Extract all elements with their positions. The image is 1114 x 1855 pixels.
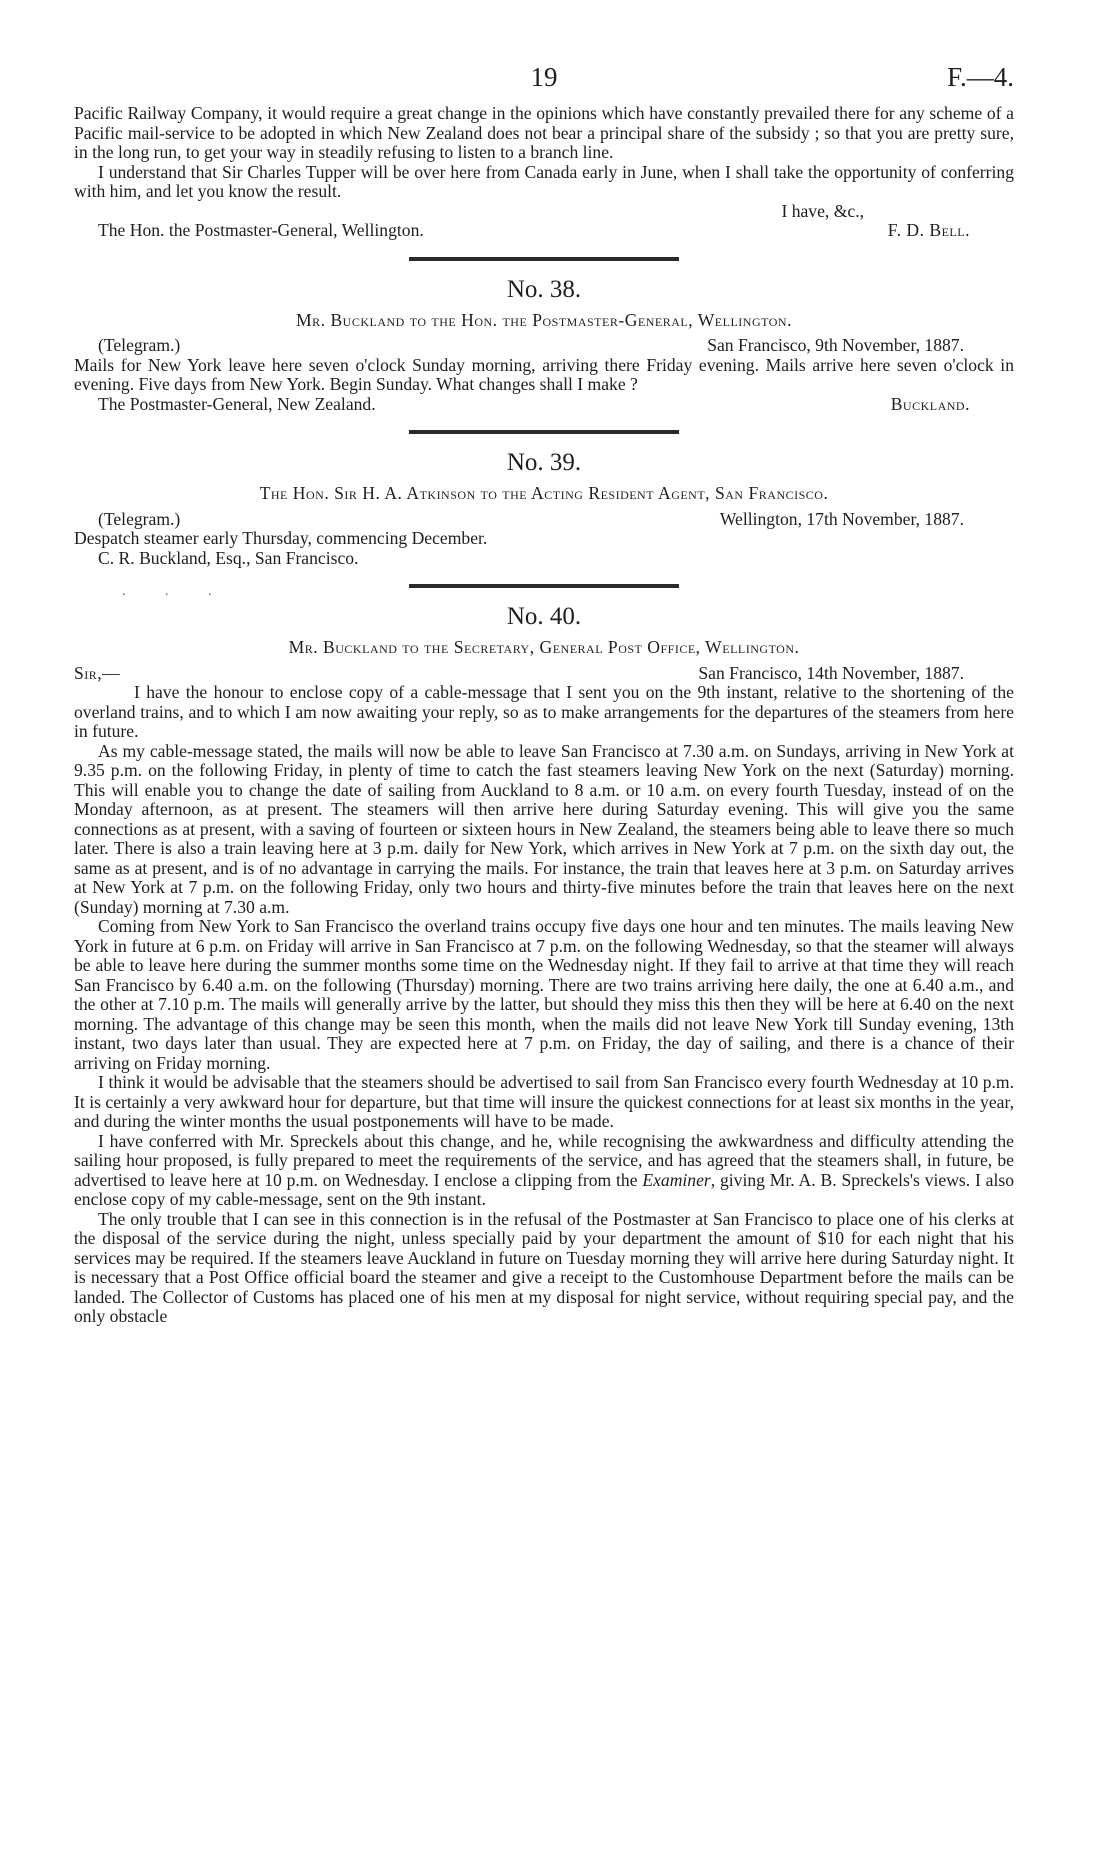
page-number: 19 (530, 62, 558, 92)
dateline: San Francisco, 14th November, 1887. (698, 662, 964, 683)
paragraph: Coming from New York to San Francisco the overland trains occupy five days one hour and ten minutes. The mails leaving New York in future at 6 p.m. on Friday will arrive in San Francisco at 7 p.m. on the following Wednesday, so that the steamer will always be able to leave here during the summer months some time on the Wednesday night. If they fail to arrive at that time they will reach San Francisco by 6.40 a.m. on the following (Thursday) morning. There are two trains arriving here daily, the one at 6.40 a.m., and the other at 7.10 p.m. The mails will generally arrive by the latter, but should they miss this then they will be here at 6.40 on the next morning. The advantage of this change may be seen this month, when the mails did not leave New York till Sunday evening, 13th instant, two days later than usual. They are expected here at 7 p.m. on Friday, the day of sailing, and there is a chance of their arriving on Friday morning. (74, 916, 1014, 1073)
salutation: Sir,— (74, 662, 121, 683)
section-divider (409, 257, 679, 261)
letter-no-39 (74, 448, 1014, 568)
letter-number: No. 40. (506, 603, 582, 630)
dot-marks: . . . (122, 584, 230, 599)
page-header (74, 62, 1014, 104)
addressee: C. R. Buckland, Esq., San Francisco. (98, 547, 359, 568)
document-page (74, 62, 1014, 1327)
dateline: Wellington, 17th November, 1887. (719, 508, 964, 529)
letter-type: (Telegram.) (98, 508, 181, 529)
paragraph (74, 1132, 1014, 1210)
addressee: The Postmaster-General, New Zealand. (98, 393, 376, 414)
paragraph-text: , giving Mr. A. B. Spreckels's views. I also enclose copy of my cable-message, sent on the 9th instant. (74, 1169, 1014, 1209)
signature: F. D. Bell. (887, 220, 970, 240)
letter-continuation (74, 104, 1014, 241)
letter-no-38 (74, 275, 1014, 415)
letter-heading: Mr. Buckland to the Secretary, General Post Office, Wellington. (288, 637, 800, 657)
letter-no-40 (74, 602, 1014, 1327)
letter-number: No. 39. (506, 449, 582, 476)
signature: Buckland. (890, 393, 970, 414)
telegram-body: Despatch steamer early Thursday, commencing December. (74, 528, 488, 548)
letter-type: (Telegram.) (98, 335, 181, 355)
letter-number: No. 38. (506, 275, 582, 303)
addressee: The Hon. the Postmaster-General, Wellington. (98, 220, 424, 240)
paragraph: I understand that Sir Charles Tupper will be over here from Canada early in June, when I shall take the opportunity of conferring with him, and let you know the result. (74, 161, 1014, 201)
dateline: San Francisco, 9th November, 1887. (707, 335, 964, 355)
section-divider (409, 430, 679, 434)
letter-heading: Mr. Buckland to the Hon. the Postmaster-General, Wellington. (296, 309, 792, 330)
paragraph: As my cable-message stated, the mails will now be able to leave San Francisco at 7.30 a.m. on Sundays, arriving in New York at 9.35 p.m. on the following Friday, in plenty of time to catch the fast steamers leaving New York on the next (Saturday) morning. This will enable you to change the date of sailing from Auckland to 8 a.m. or 10 a.m. on every fourth Tuesday, instead of on the Monday afternoon, as at present. The steamers will then arrive here during Saturday evening. This will give you the same connections as at present, with a saving of fourteen or sixteen hours in New Zealand, the steamers being able to leave there so much later. There is also a train leaving here at 3 p.m. daily for New York, which arrives in New York at 7 p.m. on the sixth day out, the same as at present, and is of no advantage in carrying the mails. For instance, the train that leaves here at 3 p.m. on Saturday arrives at New York at 7 p.m. on the following Friday, only two hours and thirty-five minutes before the train that leaves here on the next (Sunday) morning at 7.30 a.m. (74, 740, 1014, 917)
paragraph-text: I have conferred with Mr. Spreckels about this change, and he, while recognising the awkwardness and difficulty attending the sailing hour proposed, is fully prepared to meet the requirements of the service, and has agreed that the steamers shall, in future, be advertised to leave here at 10 p.m. on Wednesday. I enclose a clipping from the (74, 1130, 1014, 1190)
telegram-body: Mails for New York leave here seven o'clock Sunday morning, arriving there Friday evening. Mails arrive here seven o'clock in evening. Five days from New York. Begin Sunday. What changes shall I make ? (74, 354, 1014, 394)
paragraph: I have the honour to enclose copy of a cable-message that I sent you on the 9th instant, relative to the shortening of the overland trains, and to which I am now awaiting your reply, so as to make arrangements for the departures of the steamers from here in future. (74, 682, 1014, 741)
newspaper-title: Examiner (642, 1169, 711, 1190)
section-divider (409, 584, 679, 588)
document-reference: F.—4. (947, 62, 1014, 92)
closing-phrase: I have, &c., (781, 200, 864, 221)
paragraph: Pacific Railway Company, it would require a great change in the opinions which have constantly prevailed there for any scheme of a Pacific mail-service to be adopted in which New Zealand does not bear a principal share of the subsidy ; so that you are pretty sure, in the long run, to get your way in steadily refusing to listen to a branch line. (74, 103, 1014, 162)
letter-heading: The Hon. Sir H. A. Atkinson to the Acting Resident Agent, San Francisco. (259, 483, 829, 503)
paragraph: I think it would be advisable that the steamers should be advertised to sail from San Francisco every fourth Wednesday at 10 p.m. It is certainly a very awkward hour for departure, but that time will insure the quickest connections for at least six months in the year, and during the winter months the usual postponements will have to be made. (74, 1072, 1014, 1131)
paragraph: The only trouble that I can see in this connection is in the refusal of the Postmaster at San Francisco to place one of his clerks at the disposal of the service during the night, unless specially paid by your department the amount of $10 for each night that his services may be required. If the steamers leave Auckland in future on Tuesday morning they will arrive here during Saturday night. It is necessary that a Post Office official board the steamer and give a receipt to the Customhouse Department before the mails can be landed. The Collector of Customs has placed one of his men at my disposal for night service, without requiring special pay, and the only obstacle (74, 1208, 1014, 1326)
